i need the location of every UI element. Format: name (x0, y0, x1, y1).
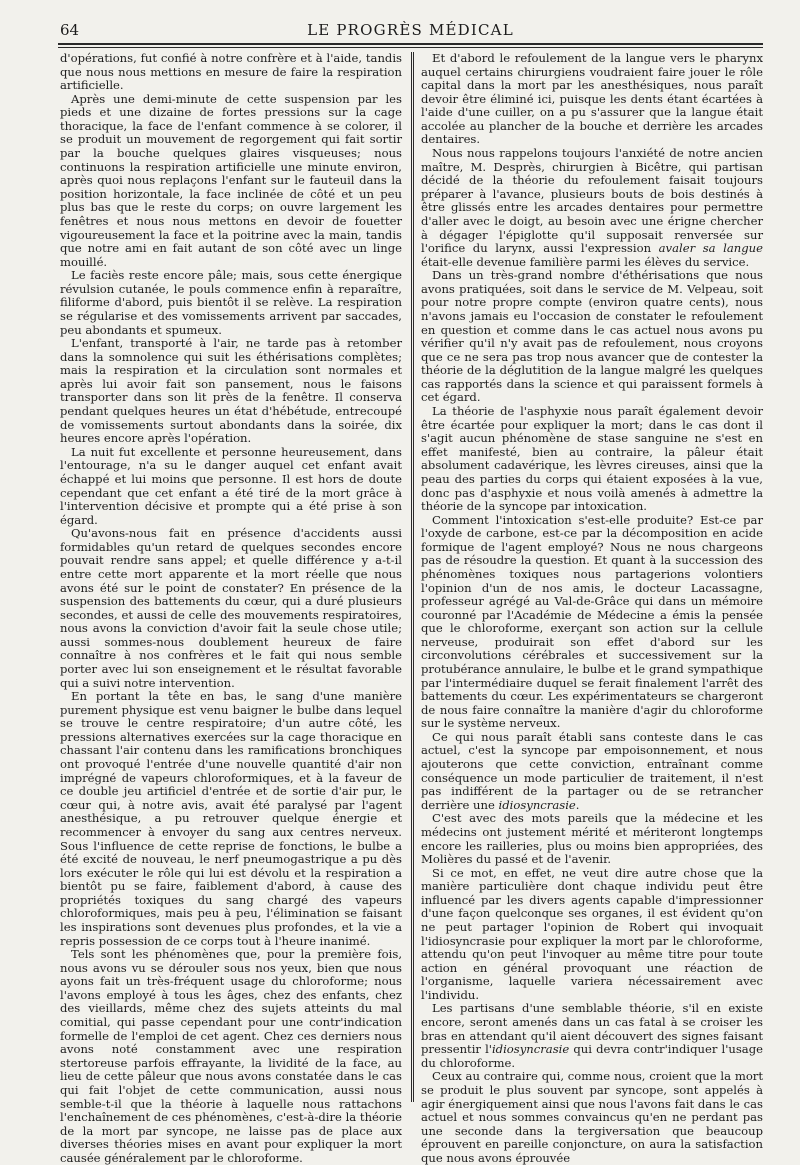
paragraph-text: Les partisans d'une semblable théorie, s'il en existe encore, seront amenés dans un cas fatal à se croiser les bras en attendant qu'il aient découvert des signes faisant pressentir l' (421, 1001, 763, 1057)
column-divider-inner (413, 52, 414, 1102)
paragraph: Ceux au contraire qui, comme nous, croient que la mort se produit le plus souvent par syncope, sont appelés à agir énergiquement ainsi que nous l'avons fait dans le cas actuel et nous sommes convaincus qu'en ne perdant pas une seconde dans la tergiversation que beaucoup éprouvent en pareille conjoncture, on aura la satisfaction que nous avons éprouvée (421, 1069, 763, 1165)
paragraph: Et d'abord le refoulement de la langue vers le pharynx auquel certains chirurgiens voudraient faire jouer le rôle capital dans la mort par les anesthésiques, nous paraît devoir être éliminé ici, puisque les dents étant écartées à l'aide d'une cuiller, on a pu s'assurer que la langue était accolée au plancher de la bouche et derrière les arcades dentaires. (421, 51, 763, 147)
paragraph: Comment l'intoxication s'est-elle produite? Est-ce par l'oxyde de carbone, est-ce par la décomposition en acide formique de l'agent employé? Nous ne nous chargeons pas de résoudre la question. Et quant à la succession des phénomènes toxiques nous partagerions volontiers l'opinion d'un de nos amis, le docteur Lacassagne, professeur agrégé au Val-de-Grâce qui dans un mémoire couronné par l'Académie de Médecine a émis la pensée que le chloroforme, exerçant son action sur la cellule nerveuse, produirait son effet d'abord sur les circonvolutions cérébrales et successivement sur la protubérance annulaire, le bulbe et le grand sympathique par l'intermédiaire duquel se ferait finalement l'arrêt des battements du cœur. Les expérimentateurs se chargeront de nous faire connaître la manière d'agir du chloroforme sur le système nerveux. (421, 512, 763, 731)
paragraph-text: était-elle devenue familière parmi les élèves du service. (421, 254, 750, 269)
paragraph: L'enfant, transporté à l'air, ne tarde pas à retomber dans la somnolence qui suit les éthérisations complètes; mais la respiration et la circulation sont normales et après lui avoir fait son pansement, nous le faisons transporter dans son lit près de la fenêtre. Il conserva pendant quelques heures un état d'hébétude, entrecoupé de vomissements surtout abondants dans la soirée, dix heures encore après l'opération. (60, 336, 402, 446)
paragraph: Après une demi-minute de cette suspension par les pieds et une dizaine de fortes pressions sur la cage thoracique, la face de l'enfant commence à se colorer, il se produit un mouvement de regorgement qui fait sortir par la bouche quelques glaires visqueuses; nous continuons la respiration artificielle une minute environ, après quoi nous replaçons l'enfant sur le fauteuil dans la position horizontale, la face inclinée de côté et un peu plus bas que le reste du corps; on ouvre largement les fenêtres et nous nous mettons en devoir de fouetter vigoureusement la face et la poitrine avec la main, tandis que notre ami en fait autant de son côté avec un linge mouillé. (60, 91, 402, 269)
journal-title: LE PROGRÈS MÉDICAL (307, 21, 514, 39)
paragraph: Dans un très-grand nombre d'éthérisations que nous avons pratiquées, soit dans le service de M. Velpeau, soit pour notre propre compte (environ quatre cents), nous n'avons jamais eu l'occasion de constater le refoulement en question et comme dans le cas actuel nous avons pu vérifier qu'il n'y avait pas de refoulement, nous croyons que ce ne sera pas trop nous avancer que de contester la théorie de la déglutition de la langue malgré les quelques cas rapportés dans la science et qui paraissent formels à cet égard. (421, 268, 763, 405)
column-divider (411, 52, 412, 1102)
paragraph: En portant la tête en bas, le sang d'une manière purement physique est venu baigner le bulbe dans lequel se trouve le centre respiratoire; d'un autre côté, les pressions alternatives exercées sur la cage thoracique en chassant l'air contenu dans les ramifications bronchiques ont provoqué l'entrée d'une nouvelle quantité d'air non imprégné de vapeurs chloroformiques, et à la faveur de ce double jeu artificiel d'entrée et de sortie d'air pur, le cœur qui, à notre avis, avait été paralysé par l'agent anesthésique, a pu retrouver quelque énergie et recommencer à envoyer du sang aux centres nerveux. Sous l'influence de cette reprise de fonctions, le bulbe a été excité de nouveau, le nerf pneumogastrique a pu dès lors exécuter le rôle qui lui est dévolu et la respiration a bientôt pu se faire, faiblement d'abord, à cause des propriétés toxiques du sang chargé des vapeurs chloroformiques, mais peu à peu, l'élimination se faisant les inspirations sont devenues plus profondes, et la vie a repris possession de ce corps tout à l'heure inanimé. (60, 689, 402, 948)
header-rule (58, 43, 763, 45)
left-column (60, 52, 402, 1165)
header-rule-thin (58, 47, 763, 48)
paragraph: C'est avec des mots pareils que la médecine et les médecins ont justement mérité et mériteront longtemps encore les railleries, plus ou moins bien appropriées, des Molières du passé et de l'avenir. (421, 811, 763, 867)
paragraph: Le faciès reste encore pâle; mais, sous cette énergique révulsion cutanée, le pouls commence enfin à reparaître, filiforme d'abord, puis bientôt il se relève. La respiration se régularise et des vomissements arrivent par saccades, peu abondants et spumeux. (60, 268, 402, 337)
page-number: 64 (60, 21, 80, 39)
paragraph: Tels sont les phénomènes que, pour la première fois, nous avons vu se dérouler sous nos yeux, bien que nous ayons fait un très-fréquent usage du chloroforme; nous l'avons employé à tous les âges, chez des enfants, chez des vieillards, même chez des sujets atteints du mal comitial, qui passe cependant pour une contr'indication formelle de l'emploi de cet agent. Chez ces derniers nous avons noté constamment avec une respiration stertoreuse parfois effrayante, la lividité de la face, au lieu de cette pâleur que nous avons constatée dans le cas qui fait l'objet de cette communication, aussi nous semble-t-il que la théorie à laquelle nous rattachons l'enchaînement de ces phénomènes, c'est-à-dire la théorie de la mort par syncope, ne laisse pas de place aux diverses théories mises en avant pour expliquer la mort causée généralement par le chloroforme. (60, 947, 402, 1165)
paragraph-text: Ce qui nous paraît établi sans conteste dans le cas actuel, c'est la syncope par empoisonnement, et nous ajouterons que cette conviction, entraînant comme conséquence un mode particulier de traitement, il n'est pas indifférent de la partager ou de se retrancher derrière une (421, 729, 763, 812)
paragraph-text: . (575, 797, 580, 812)
paragraph (421, 731, 763, 812)
paragraph: Qu'avons-nous fait en présence d'accidents aussi formidables qu'un retard de quelques secondes encore pouvait rendre sans appel; et quelle différence y a-t-il entre cette mort apparente et la mort réelle que nous avons été sur le point de constater? En présence de la suspension des battements du cœur, qui a duré plusieurs secondes, et aussi de celle des mouvements respiratoires, nous avons la conviction d'avoir fait la seule chose utile; aussi sommes-nous doublement heureux de faire connaître à nos confrères et le fait qui nous semble porter avec lui son enseignement et le résultat favorable qui a suivi notre intervention. (60, 526, 402, 690)
paragraph: La théorie de l'asphyxie nous paraît également devoir être écartée pour expliquer la mort; dans le cas dont il s'agit aucun phénomène de stase sanguine ne s'est en effet manifesté, bien au contraire, la pâleur était absolument cadavérique, les lèvres cireuses, ainsi que la peau des parties du corps qui étaient exposées à la vue, donc pas d'asphyxie et nous voilà amenés à admettre la théorie de la syncope par intoxication. (421, 404, 763, 514)
page-header (58, 18, 763, 40)
paragraph-text: Nous nous rappelons toujours l'anxiété de notre ancien maître, M. Desprès, chirurgien à Bicêtre, qui partisan décidé de la théorie du refoulement faisait toujours préparer à l'avance, plusieurs bouts de bois destinés à être glissés entre les arcades dentaires pour permettre d'aller avec le doigt, au besoin avec une érigne chercher à dégager l'épiglotte qu'il supposait renversée sur l'orifice du larynx, aussi l'expression (421, 146, 763, 256)
paragraph: La nuit fut excellente et personne heureusement, dans l'entourage, n'a su le danger auquel cet enfant avait échappé et lui moins que personne. Il est hors de doute cependant que cet enfant a été tiré de la mort grâce à l'intervention décisive et prompte qui a été prise à son égard. (60, 444, 402, 527)
paragraph: d'opérations, fut confié à notre confrère et à l'aide, tandis que nous nous mettions en mesure de faire la respiration artificielle. (60, 51, 402, 93)
paragraph: Si ce mot, en effet, ne veut dire autre chose que la manière particulière dont chaque individu peut être influencé par les divers agents capable d'impressionner d'une façon quelconque ses organes, il est évident qu'on ne peut partager l'opinion de Robert qui invoquait l'idiosyncrasie pour expliquer la mort par le chloroforme, attendu qu'on peut l'invoquer au même titre pour toute action en général provoquant une réaction de l'organisme, laquelle variera nécessairement avec l'individu. (421, 865, 763, 1002)
paragraph-text: qui devra contr'indiquer l'usage du chloroforme. (421, 1042, 764, 1070)
paragraph (421, 147, 763, 269)
emphasis-text: idiosyncrasie (498, 797, 576, 812)
emphasis-text: idiosyncrasie (491, 1042, 570, 1057)
paragraph (421, 1002, 763, 1070)
right-column (421, 52, 763, 1165)
emphasis-text: avaler sa langue (658, 241, 763, 256)
